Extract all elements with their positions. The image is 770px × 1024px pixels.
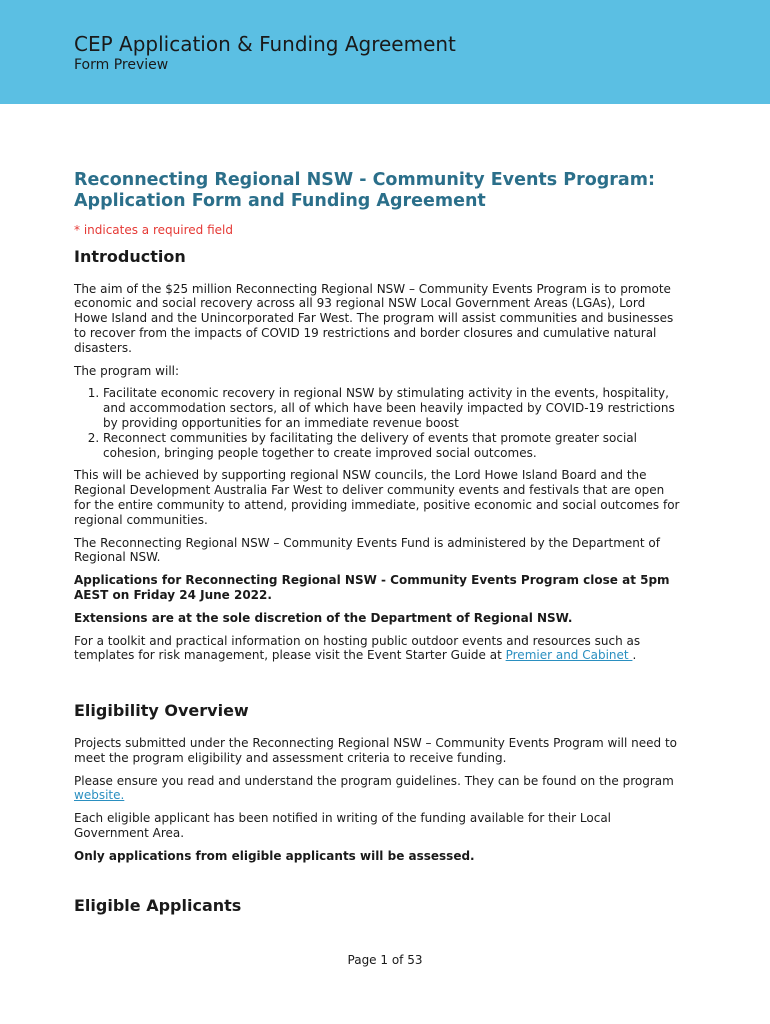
extensions-text: Extensions are at the sole discretion of the Department of Regional NSW.: [74, 610, 573, 625]
intro-paragraph-2: The program will:: [74, 363, 180, 378]
intro-paragraph-1: The aim of the $25 million Reconnecting Regional NSW – Community Events Program is to promote economic and social recovery across all 93 regional NSW Local Government Areas (LGAs), Lord Howe Island and the Unincorporated Far West. The program will assist communities and businesses to recover from the impacts of COVID 19 restrictions and border closures and cumulative natural disasters.: [74, 281, 674, 355]
page-title: CEP Application & Funding Agreement: [74, 32, 456, 56]
eligibility-overview-heading: Eligibility Overview: [74, 701, 249, 721]
eligibility-paragraph-1: Projects submitted under the Reconnecting Regional NSW – Community Events Program will need to meet the program eligibility and assessment criteria to receive funding.: [74, 735, 678, 765]
introduction-heading: Introduction: [74, 246, 186, 266]
premier-and-cabinet-link[interactable]: Premier and Cabinet: [505, 648, 633, 663]
form-title-line2: Application Form and Funding Agreement: [74, 190, 486, 211]
form-title-line1: Reconnecting Regional NSW - Community Events Program:: [74, 170, 655, 190]
guidelines-text: Please ensure you read and understand the program guidelines. They can be found on the program: [74, 773, 674, 788]
program-goals-list: [74, 386, 680, 460]
closing-date-text: Applications for Reconnecting Regional NSW - Community Events Program close at 5pm AEST on Friday 24 June 2022.: [74, 573, 670, 602]
toolkit-end: .: [632, 648, 637, 663]
closing-date-notice: [74, 573, 680, 603]
page-subtitle: Form Preview: [74, 57, 169, 73]
header-banner: [0, 0, 770, 104]
eligibility-paragraph-2: [74, 774, 680, 804]
list-item: 1. Facilitate economic recovery in regional NSW by stimulating activity in the events, hospitality, and accommodation sectors, all of which have been heavily impacted by COVID-19 restrictions by providing opportunities for an immediate revenue boost: [103, 386, 680, 430]
intro-paragraph-4: The Reconnecting Regional NSW – Community Events Fund is administered by the Department of Regional NSW.: [74, 535, 660, 565]
form-title: [74, 170, 680, 211]
program-website-link[interactable]: website.: [74, 788, 125, 803]
eligible-only-text: Only applications from eligible applicants will be assessed.: [74, 848, 475, 863]
eligible-only-notice: [74, 849, 680, 864]
toolkit-text: For a toolkit and practical information on hosting public outdoor events and resources such as templates for risk management, please visit the Event Starter Guide at: [74, 633, 641, 663]
eligible-applicants-heading: Eligible Applicants: [74, 895, 242, 915]
page-number: Page 1 of 53: [347, 953, 423, 967]
form-content: [74, 170, 680, 913]
required-field-note: * indicates a required field: [74, 223, 233, 237]
toolkit-paragraph: [74, 634, 680, 664]
intro-paragraph-3: This will be achieved by supporting regional NSW councils, the Lord Howe Island Board and the Regional Development Australia Far West to deliver community events and festivals that are open for the entire community to attend, providing immediate, positive economic and social outcomes for regional communities.: [74, 468, 680, 527]
extensions-notice: [74, 611, 680, 626]
list-item: 2. Reconnect communities by facilitating the delivery of events that promote greater social cohesion, bringing people together to create improved social outcomes.: [103, 431, 680, 461]
eligibility-paragraph-3: Each eligible applicant has been notified in writing of the funding available for their Local Government Area.: [74, 811, 612, 840]
